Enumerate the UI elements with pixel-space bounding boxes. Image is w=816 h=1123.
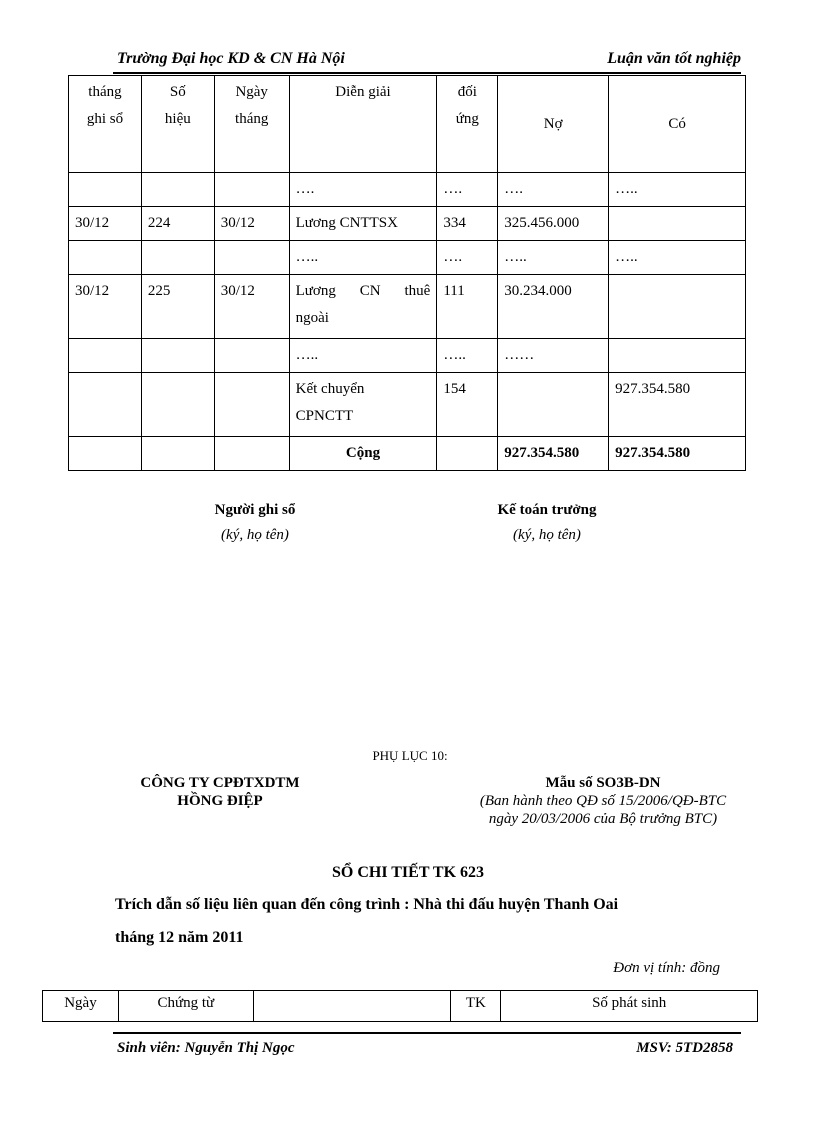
col-credit: Có [609, 76, 746, 173]
school-name: Trường Đại học KD & CN Hà Nội [117, 50, 345, 67]
table-row: ….. …. ….. ….. [69, 241, 746, 275]
table-row: 30/12 225 30/12 Lương CN thuê ngoài 111 30.234.000 [69, 275, 746, 339]
total-label: Cộng [289, 437, 437, 471]
ledger-subtitle: Trích dẫn số liệu liên quan đến công trình : Nhà thi đấu huyện Thanh Oai [115, 896, 619, 913]
total-row [69, 437, 746, 471]
chief-accountant-signature: Kế toán trưởng (ký, họ tên) [497, 502, 597, 543]
ledger-table [68, 75, 746, 471]
recorder-signature: Người ghi sổ (ký, họ tên) [214, 502, 296, 543]
student-id: MSV: 5TD2858 [636, 1040, 733, 1056]
col-number: Số hiệu [141, 76, 214, 173]
col-account: đối ứng [437, 76, 498, 173]
table-row: Kết chuyển CPNCTT 154 927.354.580 [69, 373, 746, 437]
table-row: 30/12 224 30/12 Lương CNTTSX 334 325.456.000 [69, 207, 746, 241]
ledger-header-row [69, 76, 746, 173]
col-debit: Nợ [498, 76, 609, 173]
appendix-label: PHỤ LỤC 10: [372, 748, 448, 763]
table-row: …. …. …. ….. [69, 173, 746, 207]
currency-unit: Đơn vị tính: đồng [613, 960, 720, 976]
col-description: Diễn giải [289, 76, 437, 173]
table-row: ….. ….. …… [69, 339, 746, 373]
total-debit: 927.354.580 [498, 437, 609, 471]
student-name: Sinh viên: Nguyễn Thị Ngọc [117, 1040, 295, 1056]
page-header [113, 48, 741, 74]
col-date: Ngày tháng [214, 76, 289, 173]
page-footer [113, 1032, 741, 1058]
total-credit: 927.354.580 [609, 437, 746, 471]
detail-table [42, 990, 758, 1022]
ledger-title: SỔ CHI TIẾT TK 623 [331, 864, 485, 881]
form-info: Mẫu số SO3B-DN (Ban hành theo QĐ số 15/2006/QĐ-BTC ngày 20/03/2006 của Bộ trưởng BTC) [479, 775, 727, 827]
col-month: tháng ghi sổ [69, 76, 142, 173]
ledger-period: tháng 12 năm 2011 [115, 929, 244, 946]
thesis-label: Luận văn tốt nghiệp [607, 50, 741, 67]
detail-header-row: Ngày Chứng từ TK Số phát sinh [43, 991, 758, 1022]
company-name: CÔNG TY CPĐTXDTM HỒNG ĐIỆP [140, 775, 300, 809]
